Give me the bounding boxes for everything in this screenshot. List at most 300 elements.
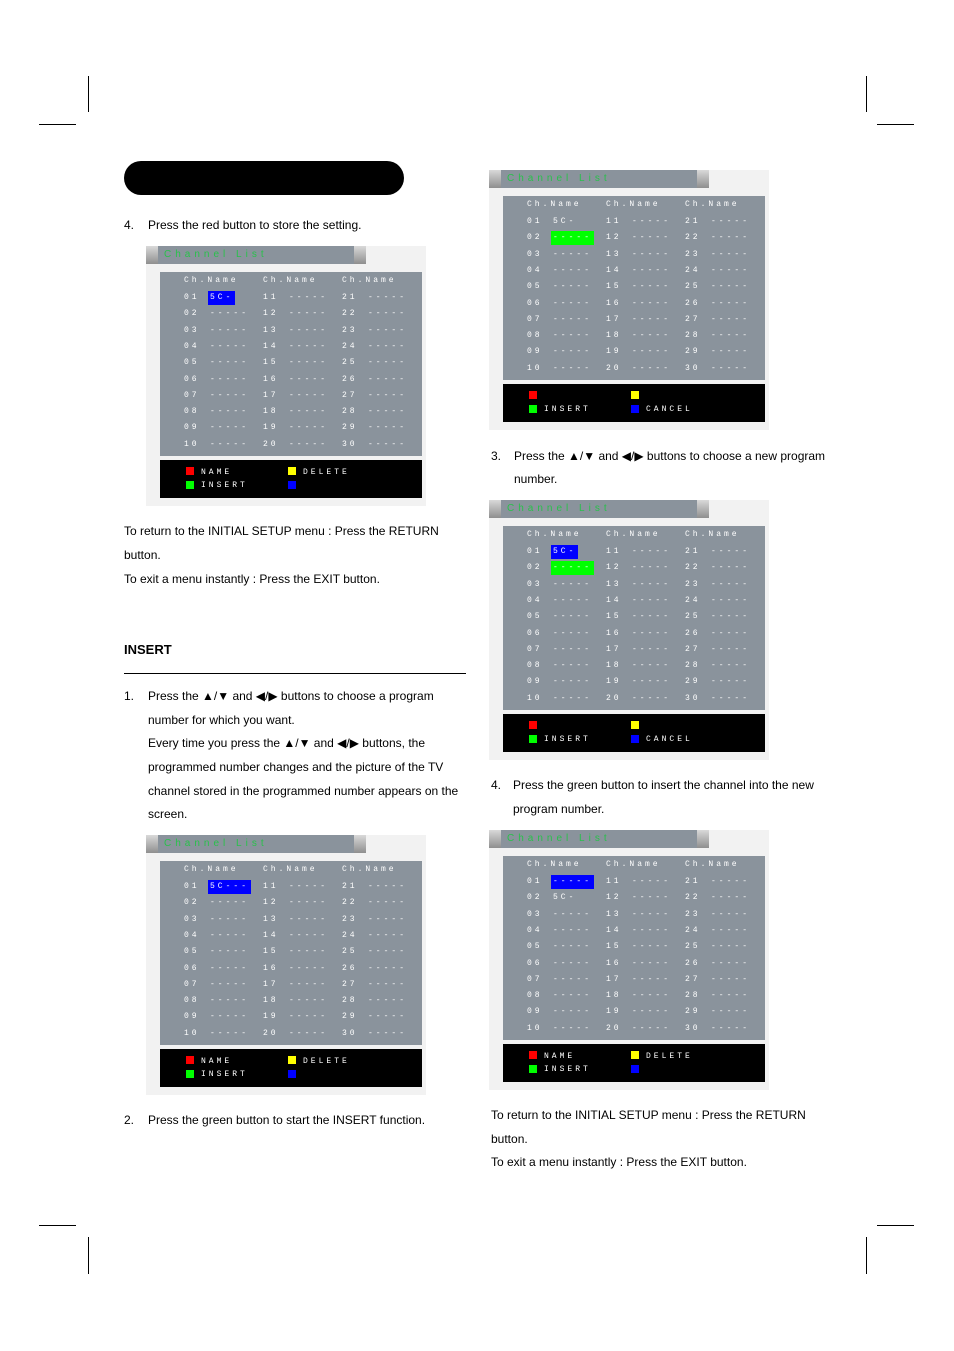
channel-name: ----- <box>632 265 672 275</box>
red-button-icon <box>529 1051 537 1059</box>
channel-row[interactable] <box>263 1010 330 1024</box>
channel-row[interactable] <box>263 913 330 927</box>
button-legend <box>503 714 765 752</box>
channel-row[interactable] <box>527 280 594 294</box>
channel-row[interactable] <box>342 929 409 943</box>
channel-row[interactable] <box>685 231 752 245</box>
channel-row[interactable] <box>606 875 673 889</box>
title-bar-cap <box>489 830 501 848</box>
channel-row[interactable] <box>342 340 409 354</box>
channel-row[interactable] <box>184 1010 251 1024</box>
channel-number: 30 <box>342 439 358 449</box>
channel-number: 15 <box>263 358 279 368</box>
step-3-line: number. <box>514 472 558 486</box>
green-button-icon <box>529 735 537 743</box>
channel-name: ----- <box>632 628 672 638</box>
channel-row[interactable] <box>527 940 594 954</box>
channel-row[interactable] <box>685 1022 752 1036</box>
channel-name: ----- <box>210 439 250 449</box>
channel-row[interactable] <box>685 875 752 889</box>
step-4-line: Press the green button to insert the channel into the new <box>513 778 814 792</box>
channel-row[interactable] <box>342 880 409 894</box>
channel-number: 04 <box>527 595 543 605</box>
channel-number: 23 <box>685 909 701 919</box>
step-1-line: screen. <box>148 807 188 821</box>
channel-number: 27 <box>685 644 701 654</box>
channel-name: ----- <box>210 914 250 924</box>
channel-number: 21 <box>685 877 701 886</box>
channel-row[interactable] <box>184 896 251 910</box>
channel-row[interactable] <box>263 324 330 338</box>
channel-name: ----- <box>289 1028 329 1038</box>
channel-row[interactable] <box>527 231 594 245</box>
channel-name: ----- <box>711 661 751 671</box>
yellow-label: DELETE <box>303 468 350 477</box>
channel-row[interactable] <box>685 248 752 262</box>
button-legend <box>160 1049 422 1087</box>
channel-name: ----- <box>368 341 408 351</box>
channel-grid <box>503 526 765 710</box>
channel-number: 10 <box>184 439 200 449</box>
channel-number: 16 <box>263 963 279 973</box>
channel-row[interactable] <box>685 643 752 657</box>
channel-row[interactable] <box>184 880 251 894</box>
channel-name: ----- <box>711 693 751 703</box>
channel-row[interactable] <box>342 1010 409 1024</box>
channel-name: ----- <box>711 579 751 589</box>
heading-rule <box>124 673 466 674</box>
channel-row[interactable] <box>263 421 330 435</box>
channel-number: 13 <box>263 325 279 335</box>
channel-number: 26 <box>685 958 701 968</box>
channel-row[interactable] <box>606 1005 673 1019</box>
channel-row[interactable] <box>263 373 330 387</box>
channel-name: ----- <box>368 293 408 302</box>
channel-number: 01 <box>527 217 543 226</box>
channel-number: 26 <box>685 298 701 308</box>
channel-name: ----- <box>289 439 329 449</box>
channel-name: ----- <box>711 331 751 341</box>
channel-row[interactable] <box>606 248 673 262</box>
channel-name: ----- <box>632 563 672 573</box>
channel-row[interactable] <box>606 924 673 938</box>
channel-name: ----- <box>632 612 672 622</box>
channel-row[interactable] <box>685 692 752 706</box>
channel-row[interactable] <box>606 345 673 359</box>
channel-row[interactable] <box>606 957 673 971</box>
channel-row[interactable] <box>685 215 752 229</box>
channel-row[interactable] <box>263 896 330 910</box>
channel-row[interactable] <box>342 421 409 435</box>
channel-row[interactable] <box>527 924 594 938</box>
channel-row[interactable] <box>527 1005 594 1019</box>
channel-number: 04 <box>527 265 543 275</box>
channel-number: 11 <box>263 882 279 891</box>
channel-row[interactable] <box>606 362 673 376</box>
channel-name: ----- <box>289 423 329 433</box>
channel-name: ----- <box>632 1023 672 1033</box>
channel-name: ----- <box>210 898 250 908</box>
channel-row[interactable] <box>606 594 673 608</box>
channel-row[interactable] <box>527 627 594 641</box>
channel-number: 18 <box>263 996 279 1006</box>
channel-row[interactable] <box>606 692 673 706</box>
green-label: INSERT <box>544 1065 591 1074</box>
channel-row[interactable] <box>527 643 594 657</box>
channel-row[interactable] <box>184 340 251 354</box>
channel-row[interactable] <box>184 929 251 943</box>
channel-name: ----- <box>632 363 672 373</box>
channel-row[interactable] <box>263 929 330 943</box>
channel-name: ----- <box>553 363 593 373</box>
channel-name: ----- <box>553 347 593 357</box>
channel-row[interactable] <box>606 561 673 575</box>
channel-number: 09 <box>184 1012 200 1022</box>
channel-row[interactable] <box>184 373 251 387</box>
channel-name: ----- <box>368 947 408 957</box>
channel-row[interactable] <box>184 405 251 419</box>
channel-row[interactable] <box>685 280 752 294</box>
channel-number: 12 <box>263 898 279 908</box>
channel-row[interactable] <box>606 578 673 592</box>
channel-name: ----- <box>553 249 593 259</box>
channel-row[interactable] <box>263 978 330 992</box>
channel-name: ----- <box>368 374 408 384</box>
channel-row[interactable] <box>527 329 594 343</box>
red-label: NAME <box>201 468 233 477</box>
channel-number: 25 <box>685 282 701 292</box>
channel-row[interactable] <box>263 1027 330 1041</box>
channel-name: ----- <box>368 423 408 433</box>
column-header: Ch.Name <box>685 200 740 209</box>
channel-number: 18 <box>606 331 622 341</box>
channel-row[interactable] <box>263 340 330 354</box>
channel-row[interactable] <box>184 438 251 452</box>
channel-row[interactable] <box>685 329 752 343</box>
channel-number: 21 <box>685 547 701 556</box>
channel-row[interactable] <box>342 945 409 959</box>
channel-row[interactable] <box>685 545 752 559</box>
channel-row[interactable] <box>606 659 673 673</box>
channel-name: ----- <box>711 893 751 903</box>
channel-name: ----- <box>289 407 329 417</box>
channel-row[interactable] <box>342 1027 409 1041</box>
channel-name: ----- <box>711 991 751 1001</box>
channel-row[interactable] <box>342 405 409 419</box>
channel-row[interactable] <box>527 345 594 359</box>
channel-row[interactable] <box>606 313 673 327</box>
channel-row[interactable] <box>606 610 673 624</box>
channel-number: 13 <box>606 249 622 259</box>
channel-number: 22 <box>685 563 701 573</box>
channel-row[interactable] <box>606 891 673 905</box>
channel-number: 09 <box>527 677 543 687</box>
channel-row[interactable] <box>527 362 594 376</box>
channel-number: 05 <box>527 942 543 952</box>
channel-row[interactable] <box>527 545 578 559</box>
channel-name: ----- <box>368 1028 408 1038</box>
channel-name: ----- <box>289 293 329 302</box>
channel-number: 06 <box>184 963 200 973</box>
channel-name: ----- <box>711 547 751 556</box>
channel-name: ----- <box>210 358 250 368</box>
channel-name: ----- <box>553 282 593 292</box>
channel-row[interactable] <box>685 940 752 954</box>
return-note-line2-right: button. <box>491 1132 528 1146</box>
channel-name: ----- <box>210 390 250 400</box>
channel-name: ----- <box>289 882 329 891</box>
channel-row[interactable] <box>606 215 673 229</box>
exit-note: To exit a menu instantly : Press the EXIT button. <box>124 572 380 586</box>
column-header: Ch.Name <box>342 276 397 285</box>
channel-number: 03 <box>184 325 200 335</box>
insert-heading: INSERT <box>124 642 172 657</box>
channel-name: ----- <box>632 958 672 968</box>
channel-row[interactable] <box>263 405 330 419</box>
channel-row[interactable] <box>527 957 594 971</box>
title-bar-cap <box>354 246 366 264</box>
channel-number: 26 <box>342 963 358 973</box>
channel-row[interactable] <box>685 264 752 278</box>
channel-row[interactable] <box>263 291 330 305</box>
channel-row[interactable] <box>342 356 409 370</box>
channel-row[interactable] <box>606 264 673 278</box>
column-header: Ch.Name <box>685 530 740 539</box>
channel-row[interactable] <box>184 962 251 976</box>
channel-number: 13 <box>263 914 279 924</box>
channel-name: ----- <box>632 1007 672 1017</box>
channel-number: 11 <box>606 217 622 226</box>
channel-row[interactable] <box>263 962 330 976</box>
channel-list-menu <box>489 830 769 1090</box>
green-button-icon <box>186 1070 194 1078</box>
channel-number: 18 <box>606 991 622 1001</box>
channel-row[interactable] <box>527 875 594 889</box>
channel-row[interactable] <box>685 891 752 905</box>
channel-row[interactable] <box>527 675 594 689</box>
yellow-button-icon <box>631 391 639 399</box>
channel-row[interactable] <box>184 913 251 927</box>
channel-number: 24 <box>685 595 701 605</box>
channel-row[interactable] <box>606 231 673 245</box>
channel-row[interactable] <box>685 908 752 922</box>
channel-number: 09 <box>527 347 543 357</box>
channel-row[interactable] <box>527 659 594 673</box>
channel-number: 21 <box>342 882 358 891</box>
channel-row[interactable] <box>606 643 673 657</box>
channel-number: 30 <box>685 693 701 703</box>
channel-row[interactable] <box>685 362 752 376</box>
channel-row[interactable] <box>527 1022 594 1036</box>
channel-name: ----- <box>368 930 408 940</box>
channel-row[interactable] <box>685 594 752 608</box>
channel-row[interactable] <box>527 264 594 278</box>
channel-row[interactable] <box>184 421 251 435</box>
step-4-line: program number. <box>513 802 605 816</box>
channel-row[interactable] <box>685 989 752 1003</box>
channel-number: 03 <box>527 909 543 919</box>
channel-row[interactable] <box>606 973 673 987</box>
channel-row[interactable] <box>184 307 251 321</box>
channel-row[interactable] <box>606 1022 673 1036</box>
channel-name: ----- <box>632 693 672 703</box>
channel-row[interactable] <box>263 307 330 321</box>
column-header: Ch.Name <box>527 860 582 869</box>
channel-row[interactable] <box>342 978 409 992</box>
channel-number: 24 <box>685 925 701 935</box>
channel-row[interactable] <box>527 908 594 922</box>
channel-name: ----- <box>632 595 672 605</box>
channel-row[interactable] <box>685 313 752 327</box>
channel-row[interactable] <box>342 373 409 387</box>
title-bar-cap <box>489 170 501 188</box>
channel-row[interactable] <box>342 291 409 305</box>
step-3-num: 3. <box>491 449 502 463</box>
channel-row[interactable] <box>342 994 409 1008</box>
channel-name: ----- <box>553 314 593 324</box>
channel-list-menu <box>489 500 769 760</box>
yellow-button-icon <box>288 1056 296 1064</box>
channel-row[interactable] <box>527 313 594 327</box>
crop-mark <box>877 124 914 125</box>
crop-mark <box>877 1225 914 1226</box>
channel-row[interactable] <box>184 324 251 338</box>
channel-name: ----- <box>210 996 250 1006</box>
channel-row[interactable] <box>527 578 594 592</box>
title-bar-cap <box>489 500 501 518</box>
channel-row[interactable] <box>342 913 409 927</box>
channel-name: ----- <box>289 898 329 908</box>
channel-row[interactable] <box>685 973 752 987</box>
channel-row[interactable] <box>685 578 752 592</box>
channel-row[interactable] <box>685 297 752 311</box>
channel-row[interactable] <box>606 675 673 689</box>
channel-name: ----- <box>711 1023 751 1033</box>
channel-row[interactable] <box>184 356 251 370</box>
channel-row[interactable] <box>527 297 594 311</box>
channel-row[interactable] <box>606 989 673 1003</box>
channel-row[interactable] <box>685 659 752 673</box>
channel-row[interactable] <box>527 973 594 987</box>
channel-row[interactable] <box>342 324 409 338</box>
title-bar-cap <box>697 170 709 188</box>
channel-row[interactable] <box>527 594 594 608</box>
channel-number: 10 <box>527 363 543 373</box>
channel-row[interactable] <box>184 291 235 305</box>
channel-name: ----- <box>632 942 672 952</box>
channel-name: ----- <box>632 877 672 886</box>
channel-row[interactable] <box>184 978 251 992</box>
channel-row[interactable] <box>685 957 752 971</box>
step-2-text: Press the green button to start the INSERT function. <box>148 1113 426 1127</box>
column-header: Ch.Name <box>685 860 740 869</box>
channel-row[interactable] <box>606 627 673 641</box>
red-label: NAME <box>544 1052 576 1061</box>
channel-row[interactable] <box>527 891 578 905</box>
channel-number: 17 <box>606 974 622 984</box>
channel-row[interactable] <box>184 945 251 959</box>
channel-row[interactable] <box>527 248 594 262</box>
channel-row[interactable] <box>263 438 330 452</box>
channel-row[interactable] <box>606 297 673 311</box>
channel-name: ----- <box>632 298 672 308</box>
channel-row[interactable] <box>342 438 409 452</box>
step-2-num: 2. <box>124 1113 135 1127</box>
channel-row[interactable] <box>527 989 594 1003</box>
channel-row[interactable] <box>184 389 251 403</box>
channel-name: ----- <box>711 677 751 687</box>
channel-row[interactable] <box>606 940 673 954</box>
channel-number: 22 <box>342 309 358 319</box>
channel-row[interactable] <box>685 627 752 641</box>
channel-number: 08 <box>527 661 543 671</box>
channel-number: 12 <box>606 563 622 573</box>
channel-row[interactable] <box>342 307 409 321</box>
channel-number: 16 <box>263 374 279 384</box>
channel-name: ----- <box>368 309 408 319</box>
channel-row[interactable] <box>263 356 330 370</box>
channel-row[interactable] <box>606 280 673 294</box>
channel-name: ----- <box>289 979 329 989</box>
channel-number: 07 <box>184 979 200 989</box>
channel-row[interactable] <box>606 329 673 343</box>
channel-row[interactable] <box>527 692 594 706</box>
channel-number: 03 <box>184 914 200 924</box>
menu-title: Channel List <box>507 503 611 514</box>
channel-row[interactable] <box>606 545 673 559</box>
channel-row[interactable] <box>263 880 330 894</box>
channel-number: 08 <box>184 407 200 417</box>
channel-row[interactable] <box>184 1027 251 1041</box>
channel-name: ----- <box>711 347 751 357</box>
channel-row[interactable] <box>342 962 409 976</box>
channel-row[interactable] <box>527 215 578 229</box>
channel-row[interactable] <box>685 345 752 359</box>
section-title-bar <box>124 161 404 195</box>
channel-name: ----- <box>711 925 751 935</box>
channel-row[interactable] <box>685 1005 752 1019</box>
channel-row[interactable] <box>263 945 330 959</box>
crop-mark <box>88 76 89 112</box>
yellow-label: DELETE <box>646 1052 693 1061</box>
blue-button-icon <box>288 1070 296 1078</box>
column-header: Ch.Name <box>342 865 397 874</box>
channel-row[interactable] <box>685 561 752 575</box>
channel-row[interactable] <box>342 896 409 910</box>
channel-number: 13 <box>606 579 622 589</box>
channel-row[interactable] <box>263 994 330 1008</box>
channel-row[interactable] <box>685 924 752 938</box>
channel-name: ----- <box>368 914 408 924</box>
channel-number: 01 <box>527 877 543 886</box>
channel-row[interactable] <box>606 908 673 922</box>
channel-row[interactable] <box>527 561 594 575</box>
button-legend <box>503 384 765 422</box>
channel-row[interactable] <box>685 610 752 624</box>
channel-row[interactable] <box>685 675 752 689</box>
channel-row[interactable] <box>263 389 330 403</box>
channel-name: ----- <box>289 914 329 924</box>
return-note-line1: To return to the INITIAL SETUP menu : Press the RETURN <box>124 524 439 538</box>
channel-number: 06 <box>527 628 543 638</box>
channel-row[interactable] <box>527 610 594 624</box>
channel-row[interactable] <box>184 994 251 1008</box>
channel-name: ----- <box>553 991 593 1001</box>
channel-number: 05 <box>527 282 543 292</box>
channel-row[interactable] <box>342 389 409 403</box>
crop-mark <box>866 76 867 112</box>
step-4-left <box>124 218 362 232</box>
